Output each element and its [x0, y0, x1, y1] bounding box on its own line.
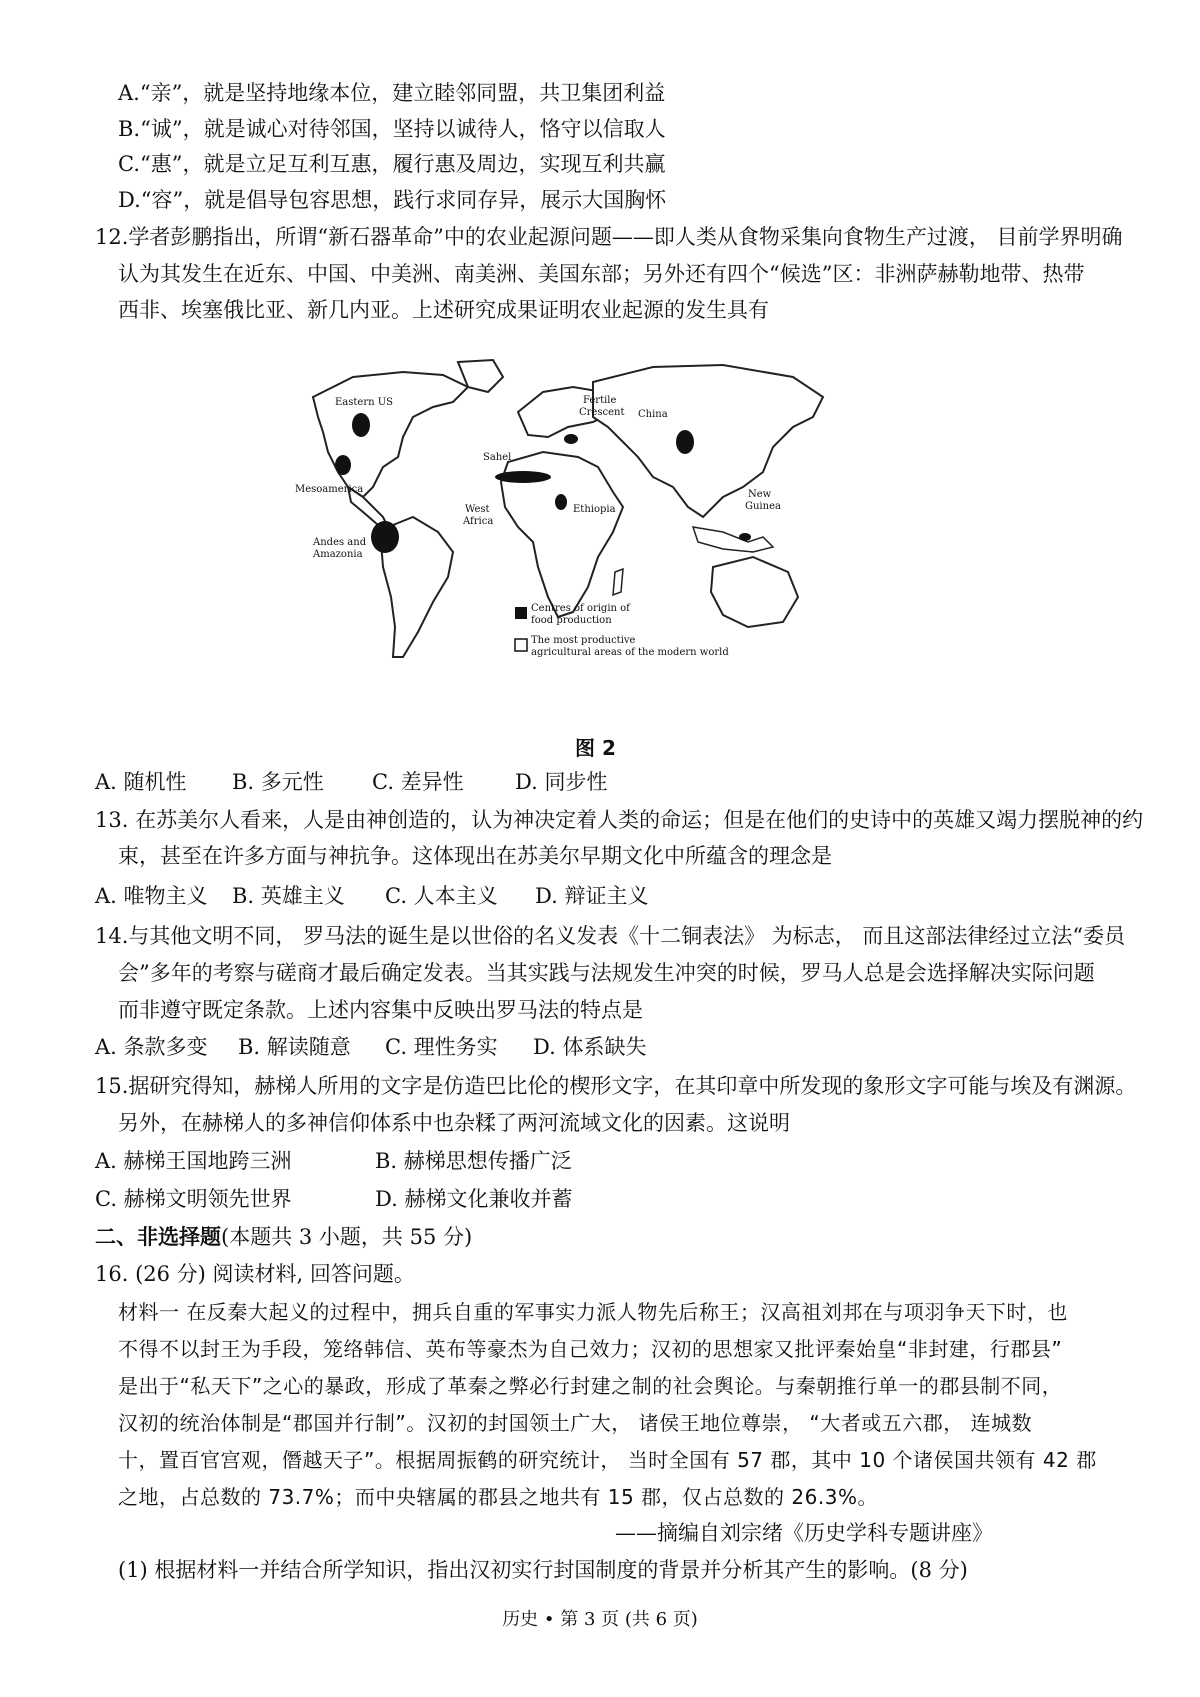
q16-material-line-3: 是出于“私天下”之心的暴政，形成了革秦之弊必行封建之制的社会舆论。与秦朝推行单一的郡县制不同，: [118, 1374, 1063, 1398]
label-africa: Africa: [463, 516, 494, 527]
label-mesoamerica: Mesoamerica: [295, 484, 364, 495]
legend-productive-line-2: agricultural areas of the modern world: [531, 647, 729, 658]
southeast-asia-islands-outline: [693, 527, 773, 552]
q14-option-d: D. 体系缺失: [533, 1035, 647, 1059]
q12-option-a: A. 随机性: [95, 770, 187, 794]
q16-heading: 16. (26 分) 阅读材料, 回答问题。: [95, 1262, 415, 1286]
q13-option-a: A. 唯物主义: [95, 884, 208, 908]
q15-stem-line-1: 15.据研究得知，赫梯人所用的文字是仿造巴比伦的楔形文字，在其印章中所发现的象形文字可能与埃及有渊源。: [95, 1074, 1137, 1098]
eastern-us-centre: [352, 413, 370, 437]
q15-stem-line-2: 另外，在赫梯人的多神信仰体系中也杂糅了两河流域文化的因素。这说明: [118, 1111, 790, 1135]
q15-option-b: B. 赫梯思想传播广泛: [375, 1149, 572, 1173]
madagascar-outline: [613, 569, 623, 595]
q16-material-line-4: 汉初的统治体制是“郡国并行制”。汉初的封国领土广大， 诸侯王地位尊崇， “大者或五六郡， 连城数: [118, 1411, 1033, 1435]
q15-option-d: D. 赫梯文化兼收并蓄: [375, 1187, 573, 1211]
q13-option-b: B. 英雄主义: [232, 884, 345, 908]
label-andes: Andes and: [313, 537, 367, 548]
label-crescent: Crescent: [579, 407, 625, 418]
legend-swatch-centres: [515, 607, 527, 619]
q12-stem-line-2: 认为其发生在近东、中国、中美洲、南美洲、美国东部；另外还有四个“候选”区：非洲萨赫勒地带、热带: [118, 262, 1085, 286]
legend-swatch-productive: [515, 639, 527, 651]
q11-option-d: D.“容”，就是倡导包容思想，践行求同存异，展示大国胸怀: [118, 188, 667, 212]
australia-outline: [711, 557, 798, 627]
q13-stem-line-1: 13. 在苏美尔人看来，人是由神创造的，认为神决定着人类的命运；但是在他们的史诗中的英雄又竭力摆脱神的约: [95, 808, 1144, 832]
q13-option-d: D. 辩证主义: [535, 884, 649, 908]
new-guinea-centre: [739, 533, 751, 541]
world-map: [293, 357, 853, 722]
q13-stem-line-2: 束，甚至在许多方面与神抗争。这体现出在苏美尔早期文化中所蕴含的理念是: [118, 844, 832, 868]
q11-option-b: B.“诚”，就是诚心对待邻国，坚持以诚待人，恪守以信取人: [118, 117, 666, 141]
q12-stem-line-3: 西非、埃塞俄比亚、新几内亚。上述研究成果证明农业起源的发生具有: [118, 298, 769, 322]
q15-option-a: A. 赫梯王国地跨三洲: [95, 1149, 292, 1173]
q16-material-line-5: 十，置百官宫观，僭越天子”。根据周振鹤的研究统计， 当时全国有 57 郡，其中 10 个诸侯国共领有 42 郡: [118, 1448, 1097, 1472]
section-2-title-bold: 二、非选择题: [95, 1224, 221, 1249]
legend-centres-line-1: Centres of origin of: [531, 603, 630, 614]
legend-productive-line-1: The most productive: [531, 635, 636, 646]
section-2-title-rest: (本题共 3 小题，共 55 分): [221, 1225, 473, 1249]
world-map-figure: [293, 357, 853, 722]
label-amazonia: Amazonia: [313, 549, 363, 560]
q12-stem-line-1: 12.学者彭鹏指出，所谓“新石器革命”中的农业起源问题——即人类从食物采集向食物生产过渡， 目前学界明确: [95, 225, 1123, 249]
q12-option-c: C. 差异性: [372, 770, 464, 794]
q12-option-b: B. 多元性: [232, 770, 324, 794]
asia-outline: [593, 365, 823, 517]
legend-centres-line-2: food production: [531, 615, 612, 626]
q14-stem-line-1: 14.与其他文明不同， 罗马法的诞生是以世俗的名义发表《十二铜表法》 为标志， 而且这部法律经过立法“委员: [95, 924, 1126, 948]
china-centre: [676, 430, 694, 454]
q13-option-c: C. 人本主义: [385, 884, 498, 908]
q14-stem-line-2: 会”多年的考察与磋商才最后确定发表。当其实践与法规发生冲突的时候，罗马人总是会选择解决实际问题: [118, 961, 1095, 985]
q14-option-c: C. 理性务实: [385, 1035, 498, 1059]
q16-source: ——摘编自刘宗绪《历史学科专题讲座》: [615, 1521, 993, 1545]
label-ethiopia: Ethiopia: [573, 504, 616, 515]
ethiopia-centre: [555, 494, 567, 510]
label-fertile: Fertile: [583, 395, 617, 406]
label-eastern-us: Eastern US: [335, 397, 394, 408]
label-new: New: [748, 489, 772, 500]
fertile-crescent-centre: [564, 434, 578, 444]
figure-caption: 图 2: [575, 736, 616, 760]
q14-option-b: B. 解读随意: [238, 1035, 351, 1059]
q11-option-c: C.“惠”，就是立足互利互惠，履行惠及周边，实现互利共赢: [118, 152, 666, 176]
label-sahel: Sahel: [483, 452, 512, 463]
label-china: China: [638, 409, 668, 420]
north-america-outline: [313, 372, 468, 497]
q16-material-line-6: 之地，占总数的 73.7%；而中央辖属的郡县之地共有 15 郡，仅占总数的 26.3%。: [118, 1485, 878, 1509]
label-west: West: [465, 504, 490, 515]
q14-option-a: A. 条款多变: [95, 1035, 208, 1059]
label-guinea: Guinea: [745, 501, 781, 512]
q16-subquestion-1: (1) 根据材料一并结合所学知识，指出汉初实行封国制度的背景并分析其产生的影响。(8 分): [118, 1558, 968, 1582]
sahel-centre: [495, 471, 551, 483]
q12-option-d: D. 同步性: [515, 770, 608, 794]
q14-stem-line-3: 而非遵守既定条款。上述内容集中反映出罗马法的特点是: [118, 998, 643, 1022]
q15-option-c: C. 赫梯文明领先世界: [95, 1187, 292, 1211]
section-2-title: [95, 1222, 472, 1252]
q16-material-line-1: 材料一 在反秦大起义的过程中，拥兵自重的军事实力派人物先后称王；汉高祖刘邦在与项羽争天下时，也: [118, 1300, 1068, 1324]
q16-material-line-2: 不得不以封王为手段，笼络韩信、英布等豪杰为自己效力；汉初的思想家又批评秦始皇“非封建，行郡县”: [118, 1337, 1063, 1361]
andes-amazonia-centre: [371, 521, 399, 553]
mesoamerica-centre: [335, 455, 351, 475]
page-footer: 历史 • 第 3 页 (共 6 页): [502, 1609, 698, 1630]
q11-option-a: A.“亲”，就是坚持地缘本位，建立睦邻同盟，共卫集团利益: [118, 81, 666, 105]
